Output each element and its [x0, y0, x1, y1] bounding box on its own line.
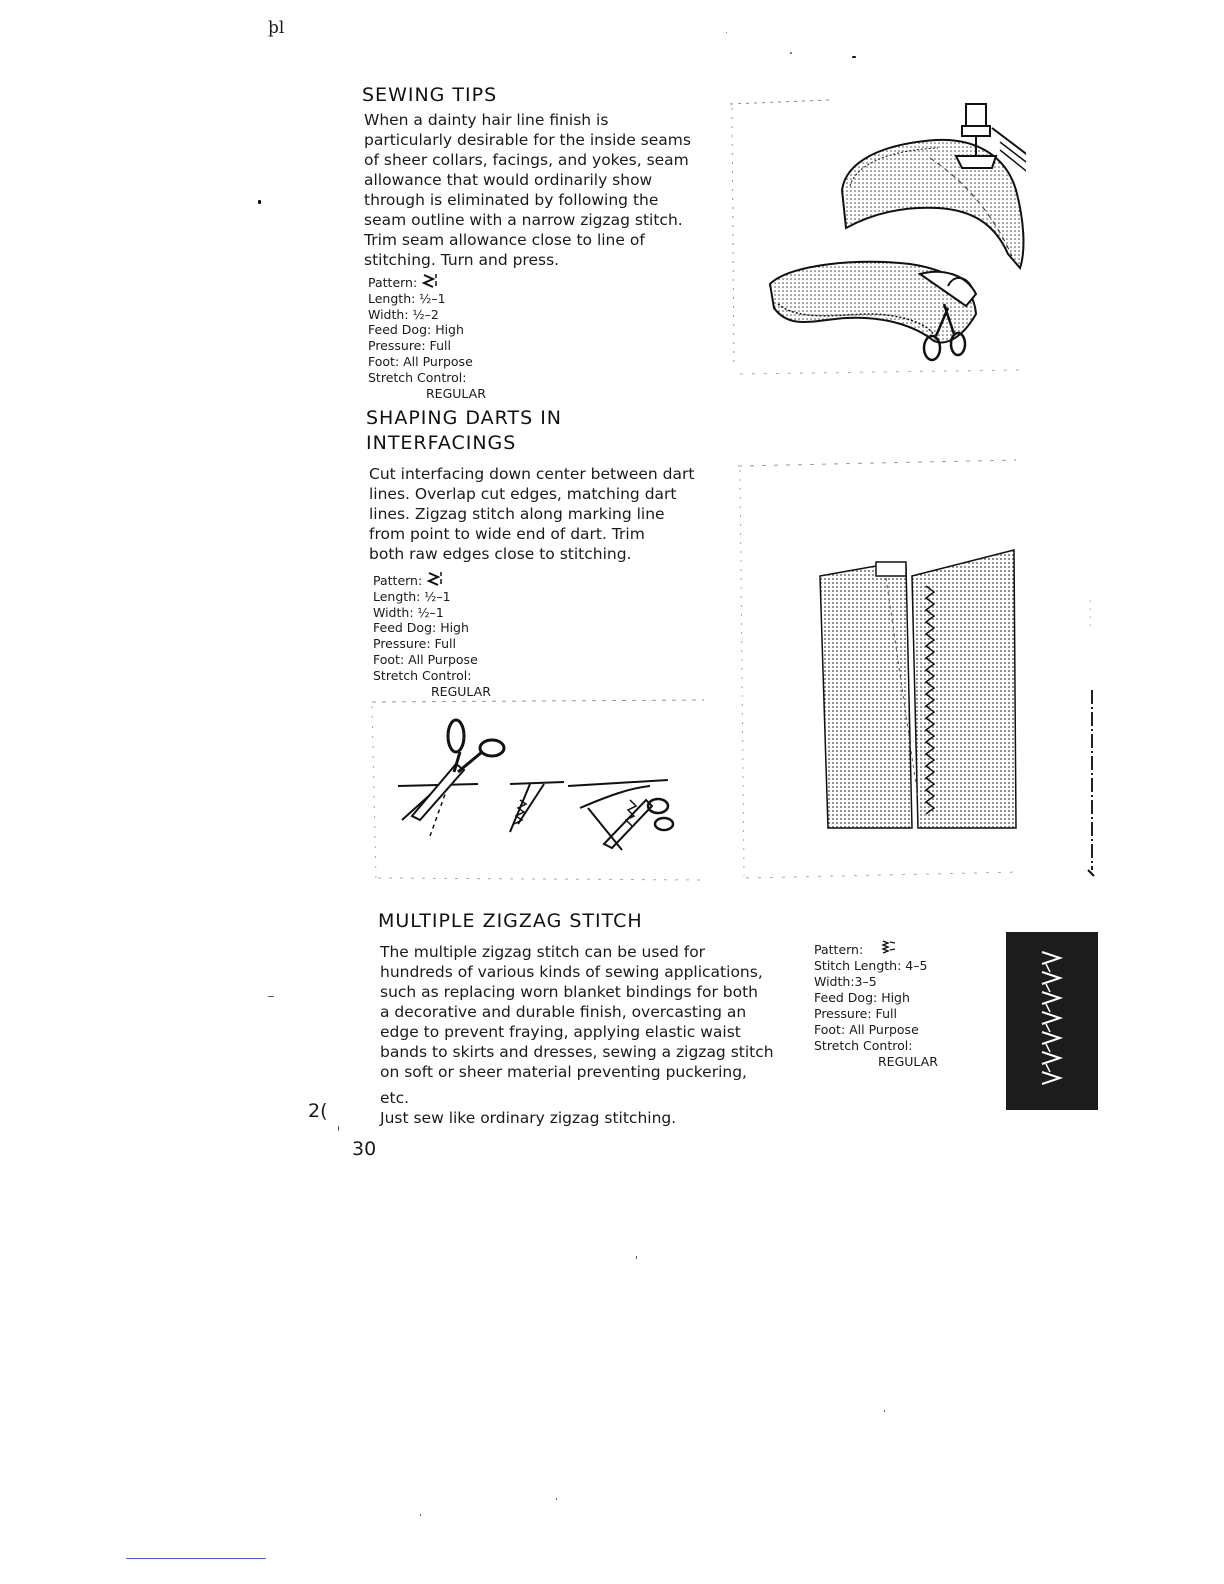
pattern-row: Pattern:: [368, 272, 486, 291]
collar-stitch-illustration: [730, 98, 1026, 380]
sewing-tips-line: through is eliminated by following the: [364, 191, 659, 209]
multi-zigzag-pattern-icon: [879, 938, 899, 956]
darts-body: [369, 464, 715, 564]
multi-zigzag-line: The multiple zigzag stitch can be used for: [380, 943, 706, 961]
pressure-row: Pressure: Full: [368, 338, 451, 354]
stretch-row: Stretch Control:: [373, 667, 472, 683]
stitch-length-row: Stitch Length: 4–5: [814, 958, 928, 973]
darts-line: lines. Overlap cut edges, matching dart: [369, 485, 677, 503]
scan-speck: [268, 996, 274, 997]
pattern-row: Pattern:: [814, 938, 938, 958]
page-corner-mark: þl: [268, 18, 285, 38]
zigzag-pattern-icon: [426, 570, 444, 588]
darts-line: lines. Zigzag stitch along marking line: [369, 505, 665, 523]
bottom-rule: [126, 1558, 266, 1559]
multi-zigzag-etc: etc.: [380, 1089, 410, 1107]
sewing-tips-line: of sheer collars, facings, and yokes, seam: [364, 151, 689, 169]
width-row: Width: ½–2: [368, 306, 439, 322]
feed-dog-row: Feed Dog: High: [814, 990, 910, 1005]
sewing-tips-specs: [368, 272, 486, 401]
foot-row: Foot: All Purpose: [368, 353, 473, 369]
scan-speck: [420, 1514, 421, 1516]
multi-zigzag-line: edge to prevent fraying, applying elastic waist: [380, 1023, 741, 1041]
darts-line: Cut interfacing down center between dart: [369, 465, 695, 483]
multi-zigzag-body: [380, 942, 776, 1128]
stretch-row: Stretch Control:: [814, 1038, 913, 1053]
width-row: Width:3–5: [814, 974, 877, 989]
darts-line: from point to wide end of dart. Trim: [369, 525, 645, 543]
dart-cutting-illustration: [368, 696, 708, 886]
sewing-tips-body: [364, 110, 702, 270]
multi-zigzag-line: a decorative and durable finish, overcasting an: [380, 1003, 747, 1021]
scan-speck: [726, 32, 727, 33]
stretch-value: REGULAR: [878, 1054, 938, 1069]
scan-speck: [338, 1126, 339, 1131]
pressure-row: Pressure: Full: [814, 1006, 897, 1021]
feed-dog-row: Feed Dog: High: [373, 620, 469, 636]
dart-stitched-illustration: [736, 458, 1026, 884]
darts-line: both raw edges close to stitching.: [369, 545, 632, 563]
stretch-value: REGULAR: [431, 683, 491, 699]
pattern-row: Pattern:: [373, 570, 491, 589]
sewing-tips-line: allowance that would ordinarily show: [364, 171, 653, 189]
length-row: Length: ½–1: [368, 290, 446, 306]
foot-row: Foot: All Purpose: [814, 1022, 919, 1037]
sewing-tips-line: seam outline with a narrow zigzag stitch.: [364, 211, 683, 229]
sewing-tips-line: When a dainty hair line finish is: [364, 111, 609, 129]
multi-zigzag-line: Just sew like ordinary zigzag stitching.: [380, 1109, 677, 1127]
multi-zigzag-line: on soft or sheer material preventing puckering,: [380, 1063, 747, 1081]
zigzag-pattern-icon: [421, 272, 439, 290]
multi-zigzag-line: bands to skirts and dresses, sewing a zigzag stitch: [380, 1043, 774, 1061]
scan-speck: [884, 1410, 885, 1412]
scan-speck: [258, 200, 261, 204]
foot-row: Foot: All Purpose: [373, 651, 478, 667]
sewing-tips-line: Trim seam allowance close to line of: [364, 231, 645, 249]
multi-zigzag-line: hundreds of various kinds of sewing applications,: [380, 963, 763, 981]
sewing-tips-heading: SEWING TIPS: [362, 84, 498, 106]
width-row: Width: ½–1: [373, 604, 444, 620]
page-number: 30: [352, 1138, 377, 1160]
pressure-row: Pressure: Full: [373, 636, 456, 652]
length-row: Length: ½–1: [373, 588, 451, 604]
multi-zigzag-line: such as replacing worn blanket bindings for both: [380, 983, 758, 1001]
margin-mark: 2(: [308, 1100, 328, 1122]
scan-speck: [852, 56, 856, 58]
sewing-tips-line: stitching. Turn and press.: [364, 251, 560, 269]
scan-speck: [556, 1498, 557, 1500]
edge-artifact: [1078, 600, 1098, 880]
multi-zigzag-sample-panel: [1006, 932, 1098, 1110]
feed-dog-row: Feed Dog: High: [368, 322, 464, 338]
darts-heading: SHAPING DARTS IN INTERFACINGS: [366, 407, 563, 454]
multi-zigzag-specs: [814, 938, 938, 1070]
multi-zigzag-heading: MULTIPLE ZIGZAG STITCH: [378, 910, 643, 932]
stretch-value: REGULAR: [426, 385, 486, 401]
darts-specs: [373, 570, 491, 699]
scan-speck: [636, 1256, 637, 1259]
scan-speck: [790, 52, 792, 54]
sewing-tips-line: particularly desirable for the inside seams: [364, 131, 691, 149]
stretch-row: Stretch Control:: [368, 369, 467, 385]
